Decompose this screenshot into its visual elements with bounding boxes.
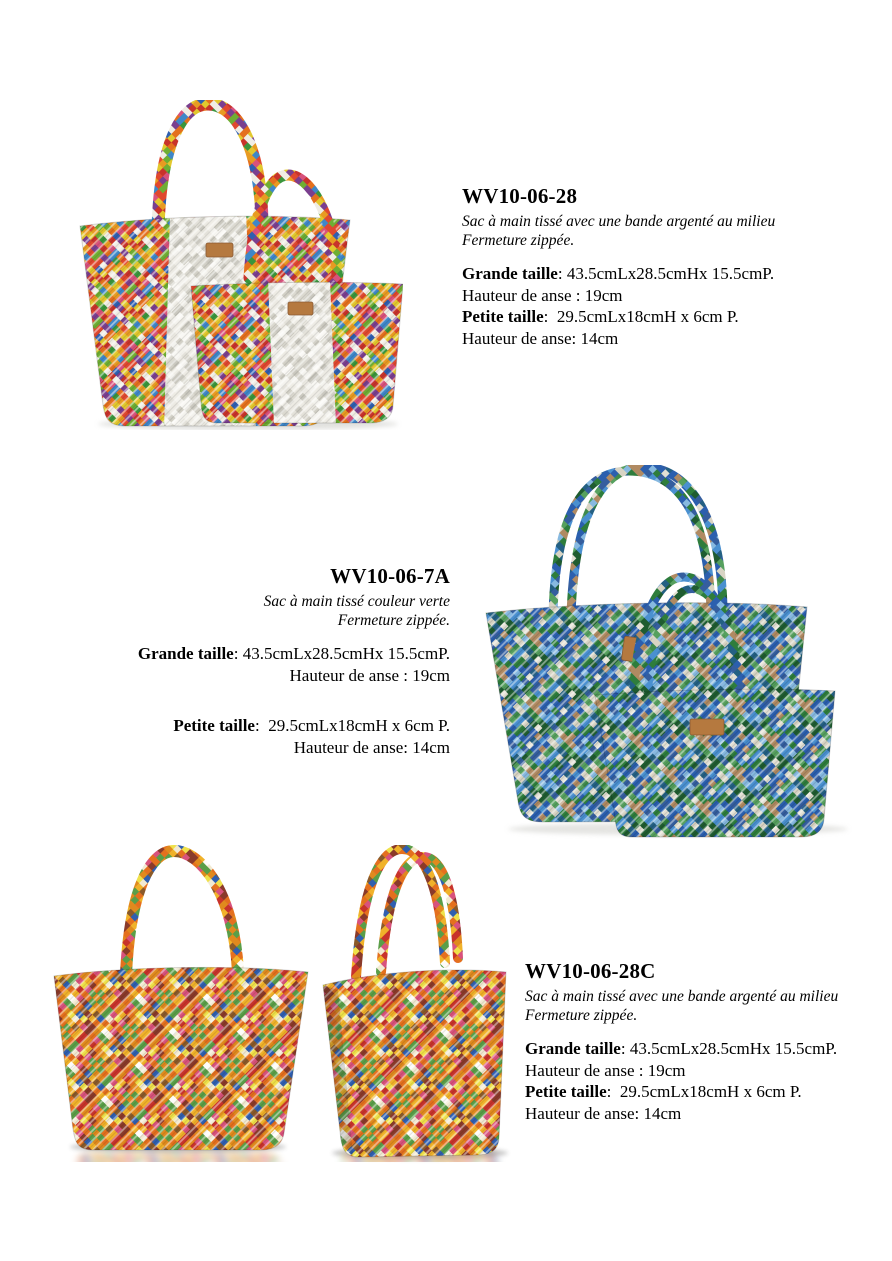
product-code: WV10-06-7A bbox=[330, 564, 450, 588]
size-label: Petite taille bbox=[462, 307, 544, 326]
grande-taille-line bbox=[100, 643, 450, 665]
handle-height-line: Hauteur de anse: 14cm bbox=[462, 328, 619, 348]
product-code: WV10-06-28C bbox=[525, 959, 656, 983]
brand-label bbox=[288, 302, 313, 315]
product-description-line-1: Sac à main tissé avec une bande argenté au milieu bbox=[525, 988, 839, 1005]
product-info-3 bbox=[525, 958, 885, 1124]
handle-height-line: Hauteur de anse : 19cm bbox=[525, 1060, 686, 1080]
size-value: : 29.5cmLx18cmH x 6cm P. bbox=[606, 1082, 802, 1101]
petite-taille-line bbox=[525, 1081, 885, 1103]
product-description-line-1: Sac à main tissé avec une bande argenté au milieu bbox=[462, 213, 776, 230]
bag-reflection bbox=[54, 1145, 506, 1240]
size-label: Petite taille bbox=[525, 1082, 607, 1101]
product-photo-1 bbox=[78, 100, 403, 430]
size-value: : 43.5cmLx28.5cmHx 15.5cmP. bbox=[557, 264, 775, 283]
handle-height-line: Hauteur de anse : 19cm bbox=[462, 285, 623, 305]
size-value: : 29.5cmLx18cmH x 6cm P. bbox=[543, 307, 739, 326]
product-photo-3 bbox=[50, 845, 515, 1240]
product-description-line-1: Sac à main tissé couleur verte bbox=[263, 593, 450, 610]
grande-taille-line bbox=[525, 1038, 885, 1060]
product-description-line-2: Fermeture zippée. bbox=[525, 1007, 638, 1024]
handle-height-line: Hauteur de anse: 14cm bbox=[525, 1103, 682, 1123]
size-label: Petite taille bbox=[173, 716, 255, 735]
product-description-line-2: Fermeture zippée. bbox=[462, 232, 575, 249]
product-code: WV10-06-28 bbox=[462, 184, 578, 208]
size-value: : 43.5cmLx28.5cmHx 15.5cmP. bbox=[620, 1039, 838, 1058]
size-value: : 29.5cmLx18cmH x 6cm P. bbox=[254, 716, 450, 735]
product-photo-2 bbox=[483, 465, 873, 840]
small-bag-texture bbox=[595, 689, 835, 837]
product-description-line-2: Fermeture zippée. bbox=[337, 612, 450, 629]
large-bag-handle bbox=[158, 104, 262, 230]
grande-taille-line bbox=[462, 263, 872, 285]
left-bag-handle bbox=[126, 851, 238, 974]
petite-taille-line bbox=[462, 306, 872, 328]
size-value: : 43.5cmLx28.5cmHx 15.5cmP. bbox=[233, 644, 450, 663]
product-info-1 bbox=[462, 183, 872, 349]
left-bag-texture bbox=[54, 967, 308, 1150]
product-info-2 bbox=[100, 563, 450, 758]
handle-height-line: Hauteur de anse: 14cm bbox=[293, 737, 450, 757]
handle-height-line: Hauteur de anse : 19cm bbox=[289, 665, 450, 685]
size-label: Grande taille bbox=[137, 644, 234, 663]
spacer bbox=[100, 686, 450, 715]
brand-label bbox=[690, 719, 724, 735]
size-label: Grande taille bbox=[462, 264, 558, 283]
size-label: Grande taille bbox=[525, 1039, 621, 1058]
petite-taille-line bbox=[100, 715, 450, 737]
brand-label bbox=[206, 243, 233, 257]
